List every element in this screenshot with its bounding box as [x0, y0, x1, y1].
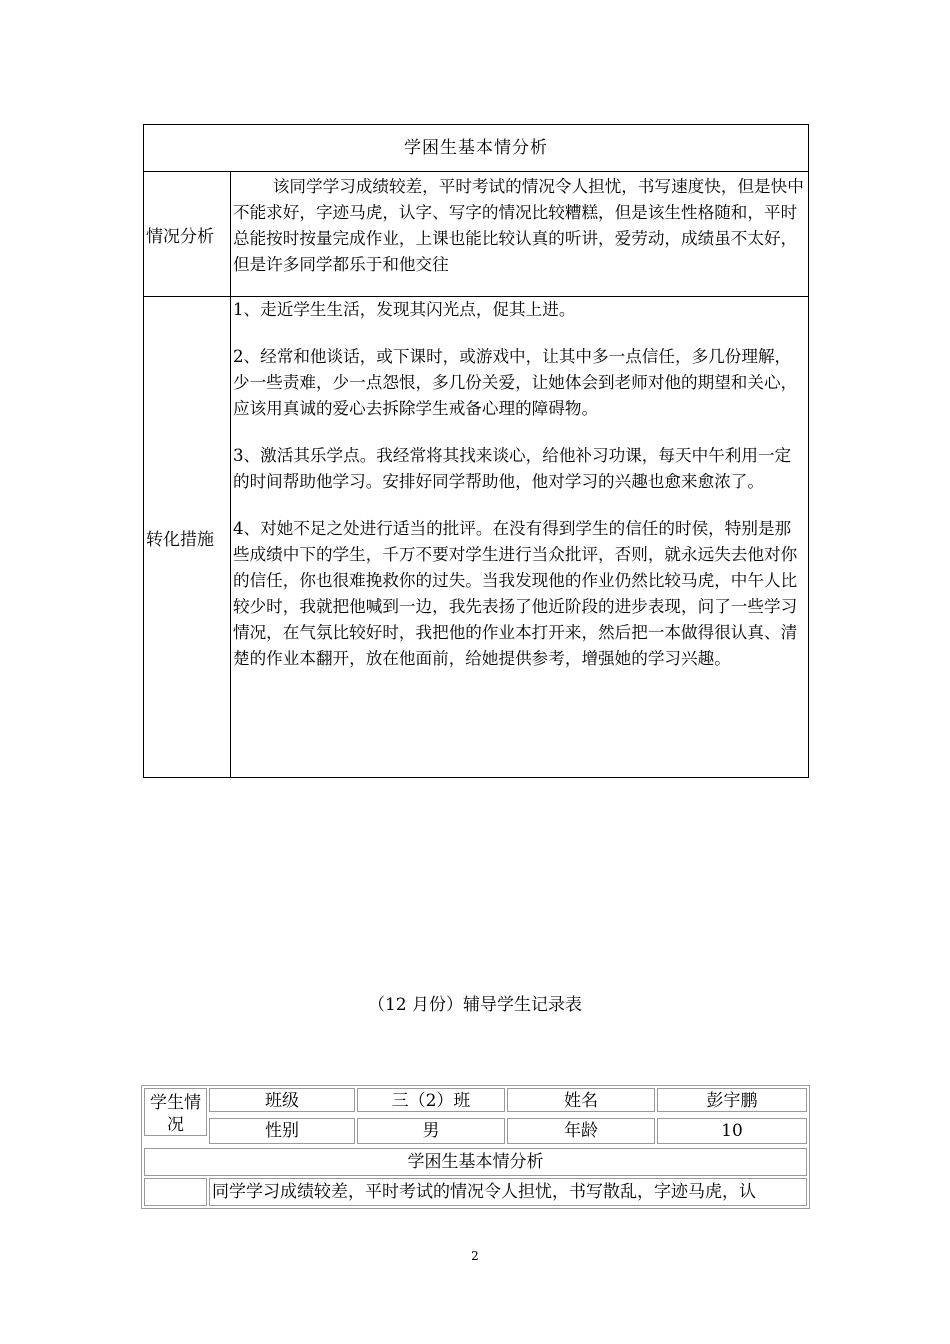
gender-label: 性别 — [209, 1118, 355, 1144]
empty-cell — [144, 1178, 207, 1206]
table-title: 学困生基本情分析 — [144, 125, 808, 172]
measure-item: 2、经常和他谈话，或下课时，或游戏中，让其中多一点信任，多几份理解，少一些责难，少一点怨恨，多几份关爱，让她体会到老师对他的期望和关心，应该用真诚的爱心去拆除学生戒备心理的障碍物。 — [233, 347, 798, 418]
record-title: （12 月份）辅导学生记录表 — [367, 995, 583, 1015]
measure-item: 4、对她不足之处进行适当的批评。在没有得到学生的信任的时侯，特别是那些成绩中下的学生，千万不要对学生进行当众批评，否则，就永远失去他对你的信任，你也很难挽救你的过失。当我发现他的作业仍然比较马虎，中午人比较少时，我就把他喊到一边，我先表扬了他近阶段的进步表现，问了一些学习情况，在气氛比较好时，我把他的作业本打开来，然后把一本做得很认真、清楚的作业本翻开，放在他面前，给她提供参考，增强她的学习兴趣。 — [233, 519, 798, 668]
student-record-table — [141, 1085, 810, 1209]
measures-content — [232, 297, 808, 777]
class-value: 三（2）班 — [357, 1088, 505, 1112]
measure-item: 3、激活其乐学点。我经常将其找来谈心，给他补习功课，每天中午利用一定的时间帮助他学习。安排好同学帮助他，他对学习的兴趣也愈来愈浓了。 — [233, 446, 792, 491]
analysis-title: 学困生基本情分析 — [144, 1148, 807, 1176]
measures-row — [144, 297, 808, 777]
age-label: 年龄 — [507, 1118, 655, 1144]
measure-item: 1、走近学生生活，发现其闪光点，促其上进。 — [233, 300, 576, 319]
analysis-content — [232, 172, 808, 296]
name-value: 彭宇鹏 — [657, 1088, 807, 1112]
age-value: 10 — [657, 1118, 807, 1144]
analysis-text: 该同学学习成绩较差，平时考试的情况令人担忧，书写速度快，但是快中不能求好，字迹马虎，认字、写字的情况比较糟糕，但是该生性格随和，平时总能按时按量完成作业，上课也能比较认真的听讲，爱劳动，成绩虽不太好，但是许多同学都乐于和他交往 — [233, 177, 804, 274]
page-number: 2 — [471, 1249, 479, 1263]
gender-value: 男 — [357, 1118, 505, 1144]
analysis-table — [143, 124, 809, 778]
class-label: 班级 — [209, 1088, 355, 1112]
name-label: 姓名 — [507, 1088, 655, 1112]
analysis-row — [144, 172, 808, 297]
measures-label: 转化措施 — [144, 297, 231, 777]
student-label: 学生情况 — [144, 1088, 207, 1136]
analysis-text-2: 同学学习成绩较差，平时考试的情况令人担忧，书写散乱，字迹马虎，认 — [209, 1178, 807, 1206]
analysis-label: 情况分析 — [144, 172, 231, 296]
